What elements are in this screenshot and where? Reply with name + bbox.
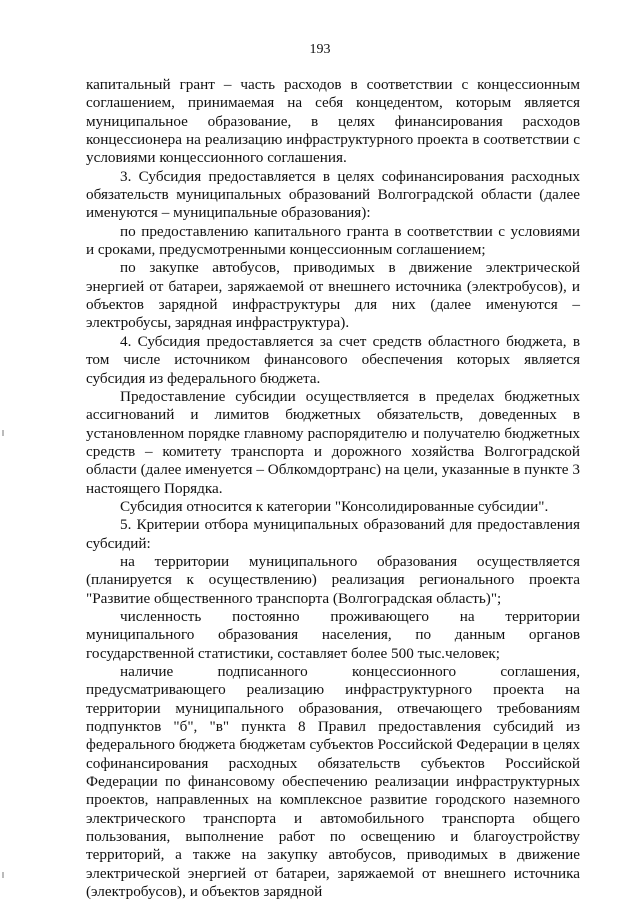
paragraph-4-funding-source: 4. Субсидия предоставляется за счет средств областного бюджета, в том числе источником финансового обеспечения которых является субсидия из федерального бюджета. <box>86 332 580 387</box>
scan-margin-mark <box>2 872 4 878</box>
paragraph-budget-limits: Предоставление субсидии осуществляется в пределах бюджетных ассигнований и лимитов бюджетных обязательств, доведенных в установленном порядке главному распорядителю и получателю бюджетных средств – комитету транспорта и дорожного хозяйства Волгоградской области (далее именуется – Облкомдортранс) на цели, указанные в пункте 3 настоящего Порядка. <box>86 387 580 497</box>
paragraph-electrobus-purchase: по закупке автобусов, приводимых в движение электрической энергией от батареи, заряжаемой от внешнего источника (электробусов), и объектов зарядной инфраструктуры для них (далее именуются – электробусы, зарядная инфраструктура). <box>86 259 580 332</box>
paragraph-criterion-population: численность постоянно проживающего на территории муниципального образования населения, по данным органов государственной статистики, составляет более 500 тыс.человек; <box>86 607 580 662</box>
scan-margin-mark <box>2 430 4 436</box>
paragraph-capital-grant-definition: капитальный грант – часть расходов в соответствии с концессионным соглашением, принимаемая на себя концедентом, которым является муниципальное образование, в целях финансирования расходов концессионера на реализацию инфраструктурного проекта в соответствии с условиями концессионного соглашения. <box>86 76 580 167</box>
page-number: 193 <box>309 42 331 57</box>
paragraph-5-selection-criteria: 5. Критерии отбора муниципальных образований для предоставления субсидий: <box>86 516 580 552</box>
paragraph-criterion-regional-project: на территории муниципального образования осуществляется (планируется к осуществлению) реализация регионального проекта "Развитие общественного транспорта (Волгоградская область)"; <box>86 552 580 607</box>
paragraph-subsidy-category: Субсидия относится к категории "Консолидированные субсидии". <box>120 497 549 515</box>
document-body <box>86 76 580 901</box>
paragraph-criterion-concession: наличие подписанного концессионного соглашения, предусматривающего реализацию инфраструктурного проекта на территории муниципального образования, отвечающего требованиям подпунктов "б", "в" пункта 8 Правил предоставления субсидий из федерального бюджета бюджетам субъектов Российской Федерации в целях софинансирования расходных обязательств субъектов Российской Федерации по финансовому обеспечению реализации инфраструктурных проектов, направленных на комплексное развитие городского наземного электрического транспорта и автомобильного транспорта общего пользования, выполнение работ по освещению и благоустройству территорий, а также на закупку автобусов, приводимых в движение электрической энергией от батареи, заряжаемой от внешнего источника (электробусов), и объектов зарядной <box>86 663 580 901</box>
paragraph-capital-grant-provision: по предоставлению капитального гранта в соответствии с условиями и сроками, предусмотренными концессионным соглашением; <box>86 222 580 259</box>
paragraph-3-subsidy-purpose: 3. Субсидия предоставляется в целях софинансирования расходных обязательств муниципальных образований Волгоградской области (далее именуются – муниципальные образования): <box>86 167 580 222</box>
